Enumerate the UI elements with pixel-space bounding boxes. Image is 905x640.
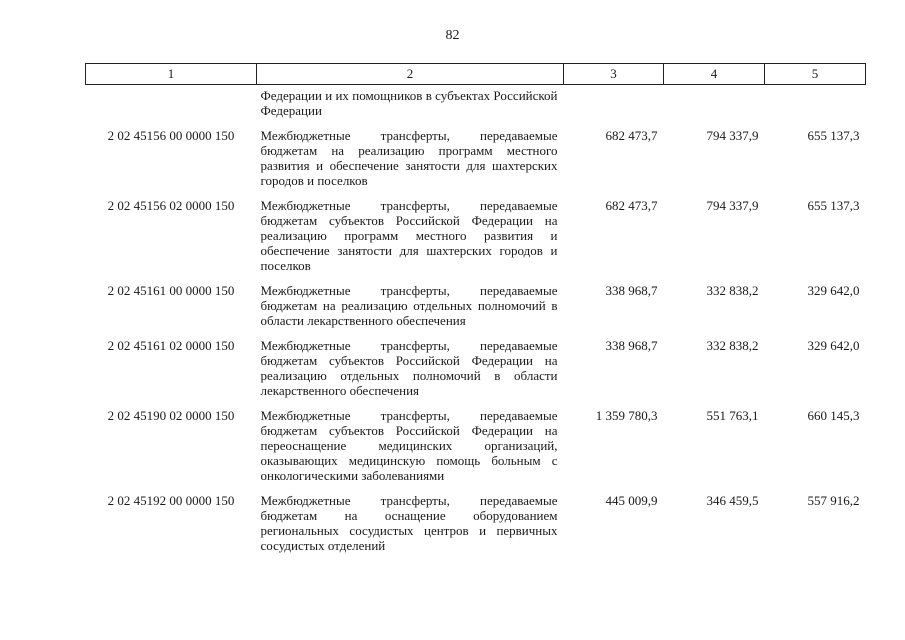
row-value-col5: 660 145,3: [807, 408, 860, 423]
table-row: [86, 118, 866, 188]
row-value-col4: 346 459,5: [706, 493, 759, 508]
row-code: 2 02 45156 02 0000 150: [107, 198, 235, 213]
row-value-col3: 682 473,7: [605, 128, 658, 143]
row-code: 2 02 45190 02 0000 150: [107, 408, 235, 423]
row-value-col4: 551 763,1: [706, 408, 759, 423]
column-header-2: 2: [257, 64, 564, 85]
row-value-col4: 794 337,9: [706, 198, 759, 213]
table-row: [86, 328, 866, 398]
budget-table: [85, 63, 866, 553]
row-value-col4: 332 838,2: [706, 283, 759, 298]
row-value-col3: 1 359 780,3: [595, 408, 658, 423]
column-header-1: 1: [86, 64, 257, 85]
row-value-col5: 329 642,0: [807, 338, 860, 353]
row-value-col3: 445 009,9: [605, 493, 658, 508]
row-value-col3: 338 968,7: [605, 338, 658, 353]
page-number: 82: [445, 28, 460, 43]
row-name: Межбюджетные трансферты, передаваемые бюджетам на реализацию программ местного развития и обеспечение занятости для шахтерских городов и поселков: [260, 128, 558, 188]
column-header-3: 3: [564, 64, 664, 85]
table-row: [86, 483, 866, 553]
row-name: Межбюджетные трансферты, передаваемые бюджетам на реализацию отдельных полномочий в области лекарственного обеспечения: [260, 283, 558, 328]
row-value-col3: 338 968,7: [605, 283, 658, 298]
row-code: 2 02 45161 02 0000 150: [107, 338, 235, 353]
table-row: [86, 398, 866, 483]
row-value-col4: 332 838,2: [706, 338, 759, 353]
row-value-col4: 794 337,9: [706, 128, 759, 143]
row-name: Межбюджетные трансферты, передаваемые бюджетам субъектов Российской Федерации на реализацию отдельных полномочий в области лекарственного обеспечения: [260, 338, 558, 398]
row-name: Межбюджетные трансферты, передаваемые бюджетам субъектов Российской Федерации на реализацию программ местного развития и обеспечение занятости для шахтерских городов и поселков: [260, 198, 558, 273]
row-code: 2 02 45161 00 0000 150: [107, 283, 235, 298]
column-header-5: 5: [765, 64, 866, 85]
row-code: 2 02 45192 00 0000 150: [107, 493, 235, 508]
table-row: [86, 188, 866, 273]
row-code: 2 02 45156 00 0000 150: [107, 128, 235, 143]
column-header-4: 4: [664, 64, 765, 85]
continuation-row: [86, 85, 866, 119]
row-name: Межбюджетные трансферты, передаваемые бюджетам на оснащение оборудованием региональных сосудистых центров и первичных сосудистых отделений: [260, 493, 558, 553]
continuation-text: Федерации и их помощников в субъектах Российской Федерации: [260, 88, 558, 118]
table-row: [86, 273, 866, 328]
table-body: [86, 85, 866, 554]
row-value-col3: 682 473,7: [605, 198, 658, 213]
table-header: [86, 64, 866, 85]
row-value-col5: 655 137,3: [807, 128, 860, 143]
row-name: Межбюджетные трансферты, передаваемые бюджетам субъектов Российской Федерации на переоснащение медицинских организаций, оказывающих медицинскую помощь больным с онкологическими заболеваниями: [260, 408, 558, 483]
header-row: [86, 64, 866, 85]
row-value-col5: 655 137,3: [807, 198, 860, 213]
row-value-col5: 329 642,0: [807, 283, 860, 298]
row-value-col5: 557 916,2: [807, 493, 860, 508]
